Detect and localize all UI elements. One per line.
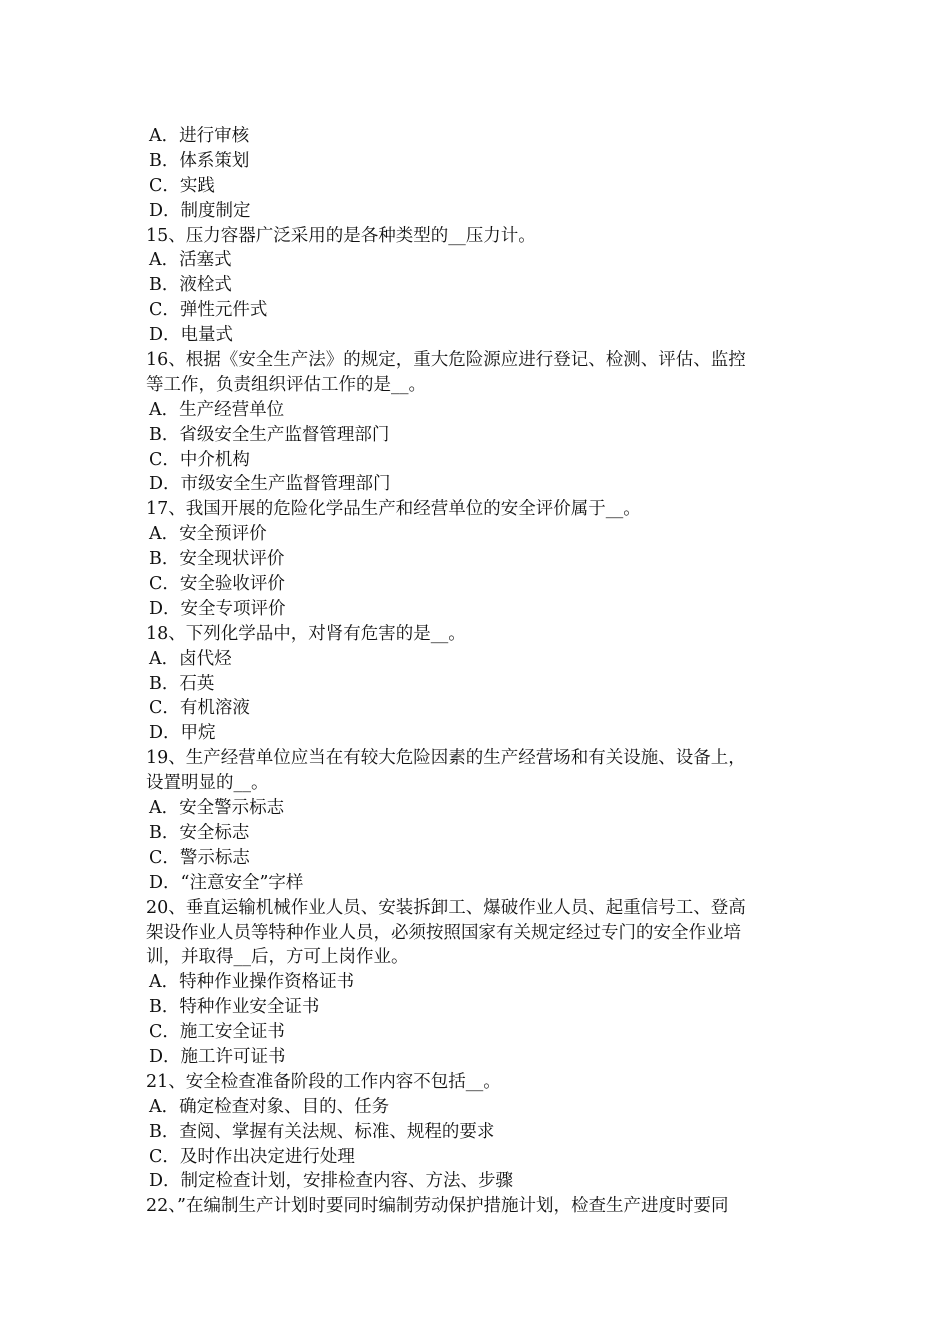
answer-option: B．特种作业安全证书	[149, 997, 320, 1018]
answer-option: C．警示标志	[149, 847, 250, 868]
answer-option: D．市级安全生产监督管理部门	[149, 474, 391, 495]
answer-option: B．查阅、掌握有关法规、标准、规程的要求	[149, 1121, 495, 1142]
question-text: 架设作业人员等特种作业人员，必须按照国家有关规定经过专门的安全作业培	[146, 922, 741, 943]
question-text: 15、压力容器广泛采用的是各种类型的__压力计。	[146, 225, 536, 246]
document-body	[146, 124, 808, 1219]
question-text: 设置明显的__。	[146, 773, 269, 794]
question-text: 等工作，负责组织评估工作的是__。	[146, 374, 426, 395]
answer-option: C．安全验收评价	[149, 574, 285, 595]
answer-option: A．活塞式	[149, 250, 232, 271]
answer-option: A．特种作业操作资格证书	[149, 972, 355, 993]
question-text: 19、生产经营单位应当在有较大危险因素的生产经营场和有关设施、设备上，	[146, 748, 746, 769]
answer-option: C．实践	[149, 175, 215, 196]
answer-option: A．确定检查对象、目的、任务	[149, 1096, 390, 1117]
answer-option: C．弹性元件式	[149, 300, 268, 321]
answer-option: B．液栓式	[149, 275, 232, 296]
answer-option: A．安全警示标志	[149, 798, 285, 819]
answer-option: C．中介机构	[149, 449, 250, 470]
answer-option: D．制定检查计划，安排检查内容、方法、步骤	[149, 1171, 514, 1192]
answer-option: C．施工安全证书	[149, 1022, 285, 1043]
answer-option: D．电量式	[149, 325, 234, 346]
answer-option: B．体系策划	[149, 150, 250, 171]
answer-option: A．安全预评价	[149, 524, 267, 545]
question-text: 17、我国开展的危险化学品生产和经营单位的安全评价属于__。	[146, 499, 641, 520]
answer-option: B．石英	[149, 673, 215, 694]
question-text: 18、下列化学品中，对肾有危害的是__。	[146, 623, 466, 644]
answer-option: D．制度制定	[149, 200, 251, 221]
answer-option: A．卤代烃	[149, 648, 232, 669]
answer-option: D．“注意安全”字样	[149, 872, 304, 893]
answer-option: D．施工许可证书	[149, 1046, 286, 1067]
answer-option: B．安全现状评价	[149, 549, 285, 570]
answer-option: D．安全专项评价	[149, 598, 286, 619]
answer-option: C．有机溶液	[149, 698, 250, 719]
question-text: 21、安全检查准备阶段的工作内容不包括__。	[146, 1071, 501, 1092]
answer-option: B．安全标志	[149, 822, 250, 843]
question-text: 20、垂直运输机械作业人员、安装拆卸工、爆破作业人员、起重信号工、登高	[146, 897, 746, 918]
question-text: 22、”在编制生产计划时要同时编制劳动保护措施计划，检查生产进度时要同	[146, 1196, 729, 1217]
answer-option: B．省级安全生产监督管理部门	[149, 424, 390, 445]
answer-option: C．及时作出决定进行处理	[149, 1146, 355, 1167]
answer-option: A．进行审核	[149, 126, 250, 146]
question-text: 16、根据《安全生产法》的规定，重大危险源应进行登记、检测、评估、监控	[146, 350, 746, 371]
question-text: 训，并取得__后，方可上岗作业。	[146, 947, 409, 968]
answer-option: D．甲烷	[149, 723, 216, 744]
answer-option: A．生产经营单位	[149, 399, 285, 420]
